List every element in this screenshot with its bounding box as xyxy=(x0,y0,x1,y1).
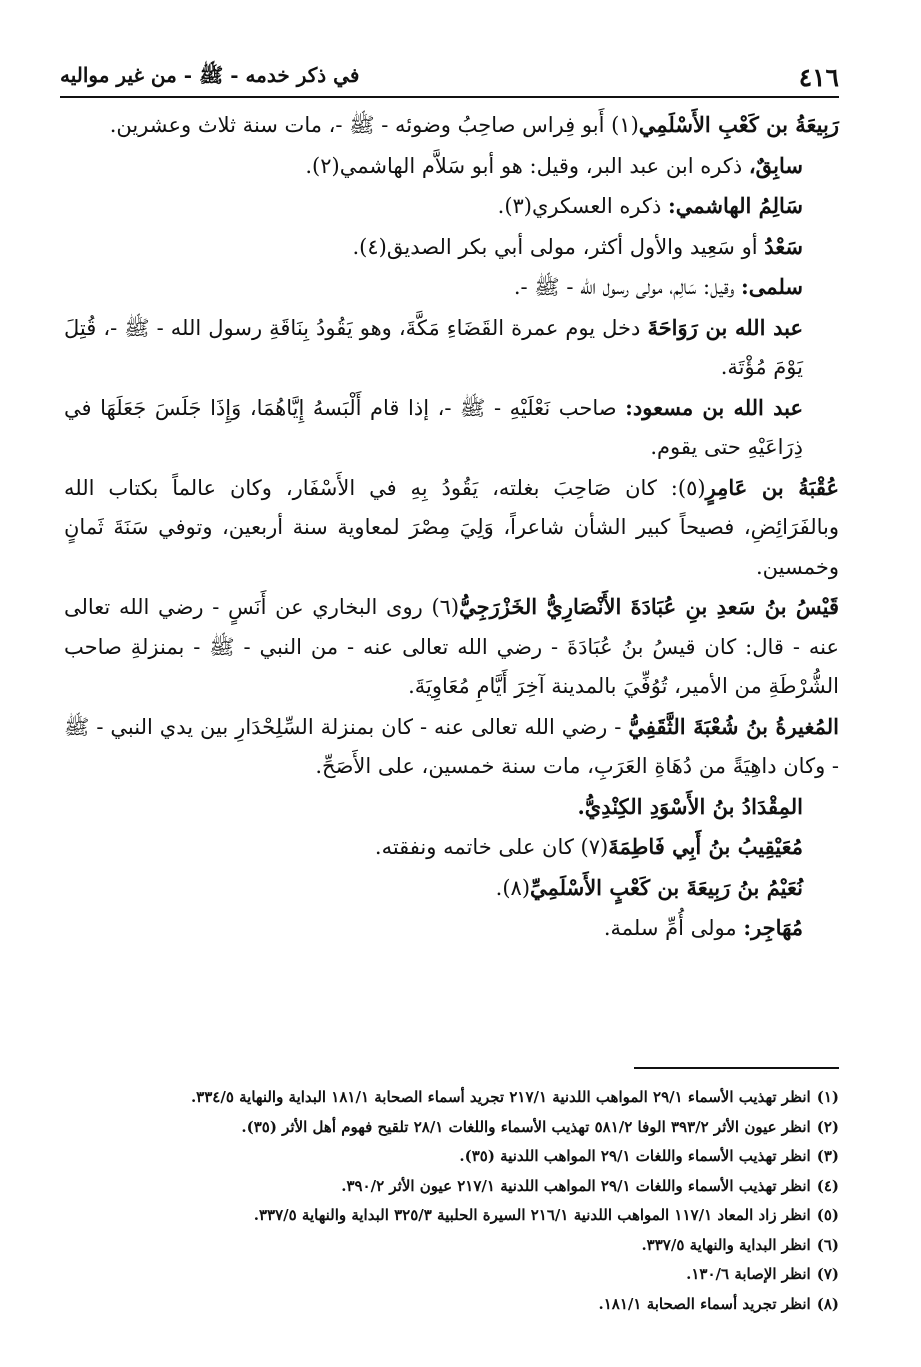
entry-mughirah xyxy=(64,707,839,787)
footnote-number: (٨) xyxy=(816,1294,839,1313)
entry-name: رَبِيعَةُ بن كَعْبِ الأَسْلَمِي xyxy=(638,112,839,137)
entry-nuaym xyxy=(64,868,839,909)
entry-miqdad xyxy=(64,787,839,828)
entry-name: المُغيرةُ بنُ شُعْبَةَ الثَّقَفِيُّ xyxy=(628,713,839,739)
entry-name: سابِقٌ، xyxy=(748,152,803,178)
footnote-number: (١) xyxy=(816,1088,839,1106)
main-text xyxy=(64,105,839,949)
entry-text: ذكره ابن عبد البر، وقيل: هو أبو سَلاَّم الهاشمي(٢). xyxy=(305,153,743,178)
entry-name: مُهَاجِر: xyxy=(743,915,803,940)
entry-name: عبد الله بن مسعود: xyxy=(625,394,803,420)
footnote-number: (٣) xyxy=(816,1147,839,1165)
footnote-divider xyxy=(634,1067,839,1069)
entry-abdullah-masud xyxy=(64,388,839,468)
entry-text: (٥): كان صَاحِبَ بغلته، يَقُودُ بِهِ في الأَسْفَار، وكان عالماً بكتاب الله وبالفَرَائِضِ، فصيحاً كبير الشأن شاعراً، وَلِيَ مِصْرَ لمعاوية سنة أربعين، وتوفي سَنَةَ ثَمانٍ وخمسين. xyxy=(64,475,839,579)
footnote-4 xyxy=(64,1172,839,1202)
entry-uqbah xyxy=(64,468,839,588)
footnote-7 xyxy=(64,1260,839,1290)
entry-salma xyxy=(64,267,839,308)
entry-name: سَالِمُ الهاشمي: xyxy=(668,193,803,218)
entry-abdullah-rawaha xyxy=(64,308,839,388)
footnote-number: (٧) xyxy=(816,1265,839,1283)
entry-rabiah xyxy=(64,105,839,146)
entry-text: وقيل: سَالِم، مولى رسول الله - ﷺ -. xyxy=(513,275,735,299)
entry-text: دخل يوم عمرة القَضَاءِ مَكَّةَ، وهو يَقُودُ بِنَاقَةِ رسول الله - ﷺ -، قُتِلَ يَوْمَ مُؤْتَة. xyxy=(64,315,803,379)
entry-name: سلمى: xyxy=(741,274,803,299)
footnote-6 xyxy=(64,1231,839,1261)
entry-name: سَعْدُ xyxy=(764,233,803,259)
footnote-number: (٥) xyxy=(816,1206,839,1224)
entry-saad xyxy=(64,227,839,268)
entry-text: أو سَعِيد والأول أكثر، مولى أبي بكر الصديق(٤). xyxy=(352,234,758,259)
footnote-text: انظر تهذيب الأسماء واللغات ٢٩/١ المواهب اللدنية ٢١٧/١ عيون الأثر ٣٩٠/٢. xyxy=(341,1176,811,1195)
footnote-2 xyxy=(64,1113,839,1143)
entry-name: مُعَيْقِيبُ بنُ أَبِي فَاطِمَةَ xyxy=(608,834,803,859)
footnote-number: (٦) xyxy=(816,1235,839,1254)
footnote-text: انظر الإصابة ١٣٠/٦. xyxy=(686,1265,811,1283)
footnotes xyxy=(64,1083,839,1319)
entry-name: قَيْسُ بنُ سَعدِ بنِ عُبَادَةَ الأَنْصَارِيُّ الخَزْرَجِيُّ xyxy=(459,594,839,619)
footnote-number: (٢) xyxy=(816,1117,839,1136)
entry-text: مولى أُمِّ سلمة. xyxy=(603,916,737,940)
footnote-text: انظر تهذيب الأسماء ٢٩/١ المواهب اللدنية ٢١٧/١ تجريد أسماء الصحابة ١٨١/١ البداية والنهاية ٣٣٤/٥. xyxy=(190,1088,811,1106)
page-header xyxy=(60,52,839,98)
entry-name: المِقْدَادُ بنُ الأَسْوَدِ الكِنْدِيُّ. xyxy=(577,793,803,819)
entry-text: (١) أَبو فِراس صاحِبُ وضوئه - ﷺ -، مات سنة ثلاث وعشرين. xyxy=(109,113,639,137)
footnote-text: انظر تجريد أسماء الصحابة ١٨١/١. xyxy=(598,1294,811,1313)
entry-text: (٨). xyxy=(495,875,531,900)
footnote-1 xyxy=(64,1083,839,1113)
running-title: في ذكر خدمه - ﷺ - من غير مواليه xyxy=(60,63,360,87)
entry-name: عبد الله بن رَوَاحَةَ xyxy=(647,314,803,340)
footnote-text: انظر عيون الأثر ٣٩٣/٢ الوفا ٥٨١/٢ تهذيب الأسماء واللغات ٢٨/١ تلقيح فهوم أهل الأثر (٣٥). xyxy=(241,1117,811,1136)
entry-name: عُقْبَةُ بن عَامِرٍ xyxy=(705,474,839,500)
entry-qays xyxy=(64,587,839,707)
entry-salim xyxy=(64,186,839,227)
entry-text: صاحب نَعْلَيْهِ - ﷺ -، إذا قام أَلْبَسهُ إِيَّاهُمَا، وَإِذَا جَلَسَ جَعَلَهَا في ذِرَاعَيْهِ حتى يقوم. xyxy=(64,395,803,459)
footnote-number: (٤) xyxy=(816,1176,839,1195)
entry-name: نُعَيْمُ بنُ رَبِيعَةَ بن كَعْبٍ الأَسْلَمِيِّ xyxy=(530,874,803,900)
footnote-3 xyxy=(64,1142,839,1172)
footnote-text: انظر تهذيب الأسماء واللغات ٢٩/١ المواهب اللدنية (٣٥). xyxy=(459,1147,811,1165)
page-number: ٤١٦ xyxy=(798,63,839,92)
entry-text: (٦) روى البخاري عن أَنَسٍ - رضي الله تعالى عنه - قال: كان قيسُ بنُ عُبَادَةَ - رضي الله تعالى عنه - من النبي - ﷺ - بمنزلةِ صاحب الشُّرْطَةِ من الأمير، تُوُفِّيَ بالمدينة آخِرَ أَيَّامِ مُعَاوِيَةَ. xyxy=(64,595,839,698)
entry-sabiq xyxy=(64,146,839,187)
footnote-text: انظر زاد المعاد ١١٧/١ المواهب اللدنية ٢١٦/١ السيرة الحلبية ٣٢٥/٣ البداية والنهاية ٣٣٧/٥. xyxy=(253,1206,811,1224)
entry-muayqib xyxy=(64,827,839,868)
entry-text: - رضي الله تعالى عنه - كان بمنزلة السِّلِحْدَارِ بين يدي النبي - ﷺ - وكان داهِيَةً من دُهَاةِ العَرَبِ، مات سنة خمسين، على الأَصَحِّ. xyxy=(64,714,839,778)
footnote-5 xyxy=(64,1201,839,1231)
entry-text: ذكره العسكري(٣). xyxy=(497,194,662,218)
entry-text: (٧) كان على خاتمه ونفقته. xyxy=(374,835,609,859)
footnote-8 xyxy=(64,1290,839,1320)
footnote-text: انظر البداية والنهاية ٣٣٧/٥. xyxy=(641,1235,811,1254)
entry-muhajir xyxy=(64,908,839,949)
